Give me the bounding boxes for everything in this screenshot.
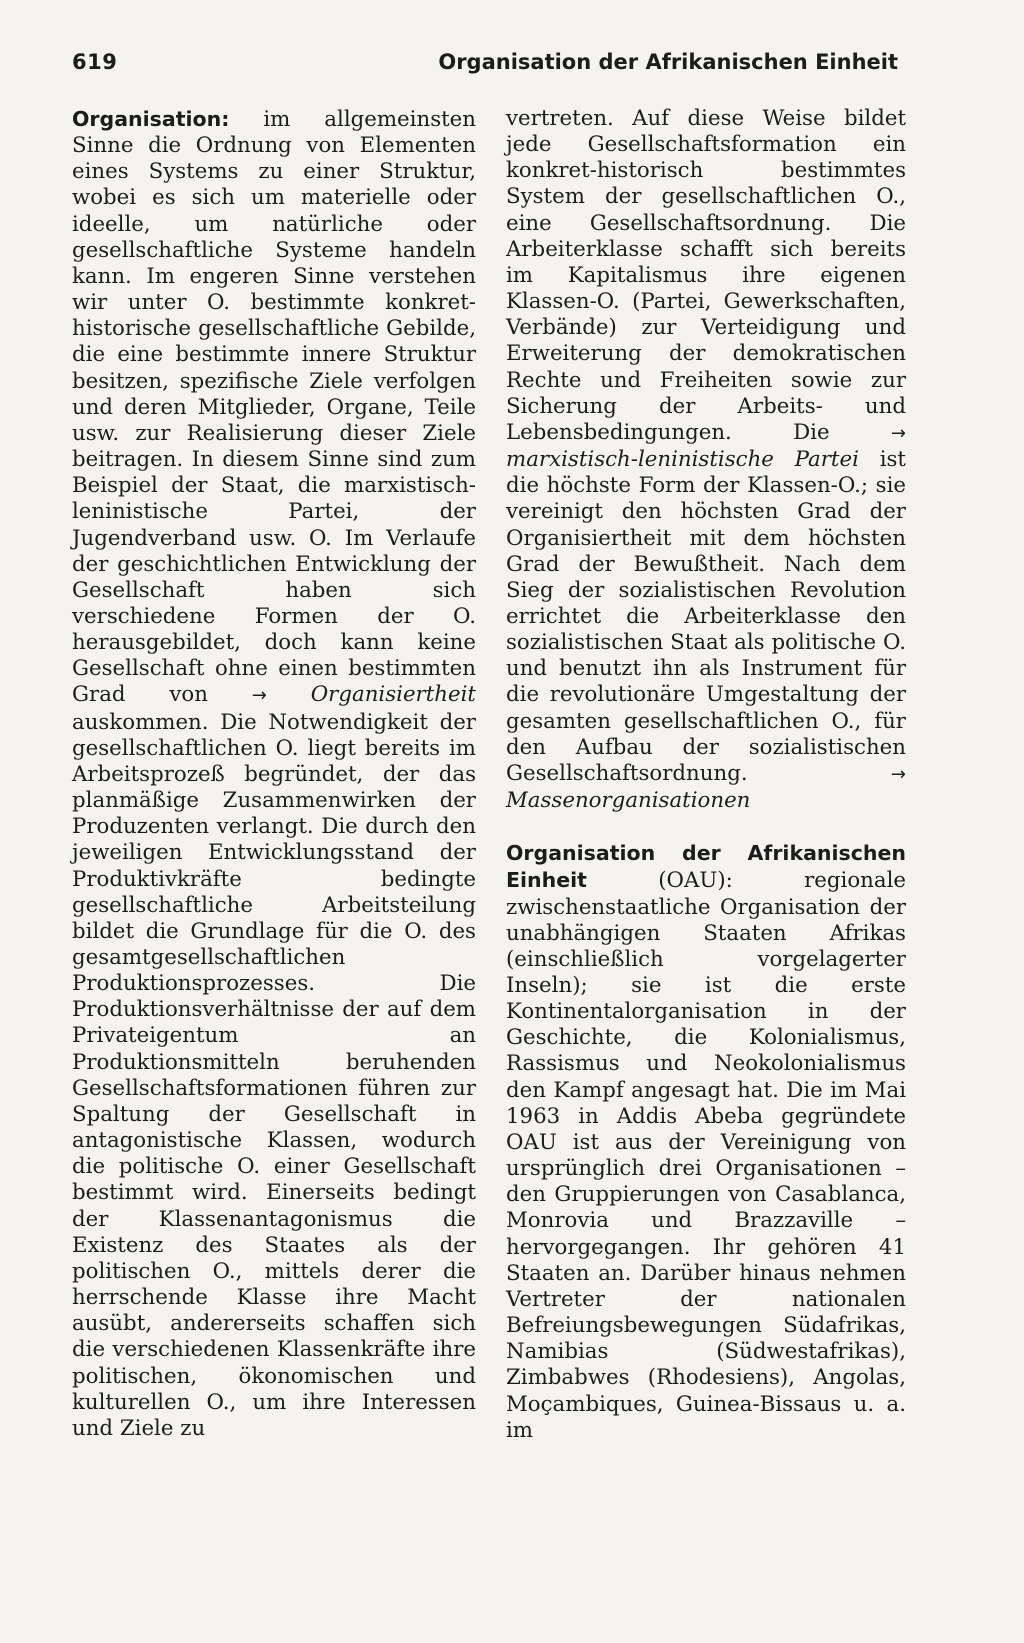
entry-text-part-c: ist die höchste Form der Klassen-O.; sie vereinigt den höchsten Grad der Organisiertheit mit dem höchsten Grad der Bewußtheit. Nach dem Sieg der sozialistischen Revolution errichtet die Arbeiterklasse den sozialistischen Staat als politische O. und benutzt ihn als Instrument für die revolutionäre Umgestaltung der gesamten gesellschaftlichen O., für den Aufbau der sozialistischen Gesellschaftsordnung. bbox=[506, 447, 906, 786]
right-column bbox=[506, 106, 906, 1444]
headword-oau: Organisation der Afrikanischen Einheit bbox=[506, 841, 906, 893]
left-column bbox=[72, 106, 476, 1442]
headword-organisation: Organisation: bbox=[72, 107, 230, 131]
entry-text-part-b-right: vertreten. Auf diese Weise bildet jede Gesellschaftsformation ein konkret-historisch bestimmtes System der gesellschaftlichen O., eine Gesellschaftsordnung. Die Arbeiterklasse schafft sich bereits im Kapitalismus ihre eigenen Klassen-O. (Partei, Gewerkschaften, Verbände) zur Verteidigung und Erweiterung der demokratischen Rechte und Freiheiten sowie zur Sicherung der Arbeits- und Lebensbedingungen. Die bbox=[506, 106, 906, 445]
cross-reference-massenorganisationen[interactable]: Massenorganisationen bbox=[506, 788, 751, 814]
entry-text-part-a: im allgemeinsten Sinne die Ordnung von Elementen eines Systems zu einer Struktur, wobei es sich um materielle oder ideelle, um natürliche oder gesellschaftliche Systeme handeln kann. Im engeren Sinne verstehen wir unter O. bestimmte konkret-historische gesellschaftliche Gebilde, die eine bestimmte innere Struktur besitzen, spezifische Ziele verfolgen und deren Mitglieder, Organe, Teile usw. zur Realisierung dieser Ziele beitragen. In diesem Sinne sind zum Beispiel der Staat, die marxistisch-leninistische Partei, der Jugendverband usw. O. Im Verlaufe der geschichtlichen Entwicklung der Gesellschaft haben sich verschiedene Formen der O. herausgebildet, doch kann keine Gesellschaft ohne einen bestimmten Grad von bbox=[72, 107, 476, 708]
cross-reference-organisiertheit[interactable]: Organisiertheit bbox=[310, 682, 476, 708]
cross-reference-marxistisch-leninistische-partei[interactable]: marxistisch-leninistische Partei bbox=[506, 447, 859, 473]
running-head: Organisation der Afrikanischen Einheit bbox=[438, 50, 898, 74]
entry-oau-text: (OAU): regionale zwischenstaatliche Organisation der unabhängigen Staaten Afrikas (einschließlich vorgelagerter Inseln); sie ist die erste Kontinentalorganisation in der Geschichte, die Kolonialismus, Rassismus und Neokolonialismus den Kampf angesagt hat. Die im Mai 1963 in Addis Abeba gegründete OAU ist aus der Vereinigung von ursprünglich drei Organisationen – den Gruppierungen von Casablanca, Monrovia und Brazzaville – hervorgegangen. Ihr gehören 41 Staaten an. Darüber hinaus nehmen Vertreter der nationalen Befreiungsbewegungen Südafrikas, Namibias (Südwestafrikas), Zimbabwes (Rhodesiens), Angolas, Moçambiques, Guinea-Bissaus u. a. im bbox=[506, 868, 906, 1443]
entry-oau bbox=[506, 840, 906, 1444]
entry-organisation bbox=[72, 106, 476, 1442]
arrow-icon: → bbox=[890, 422, 906, 444]
page-number: 619 bbox=[72, 50, 118, 74]
page-header bbox=[72, 50, 898, 84]
entry-spacer bbox=[506, 814, 906, 840]
entry-text-part-b-left: auskommen. Die Notwendigkeit der gesellschaftlichen O. liegt bereits im Arbeitsprozeß begründet, der das planmäßige Zusammenwirken der Produzenten verlangt. Die durch den jeweiligen Entwicklungsstand der Produktivkräfte bedingte gesellschaftliche Arbeitsteilung bildet die Grundlage für die O. des gesamtgesellschaftlichen Produktionsprozesses. Die Produktionsverhältnisse der auf dem Privateigentum an Produktionsmitteln beruhenden Gesellschaftsformationen führen zur Spaltung der Gesellschaft in antagonistische Klassen, wodurch die politische O. einer Gesellschaft bestimmt wird. Einerseits bedingt der Klassenantagonismus die Existenz des Staates als der politischen O., mittels derer die herrschende Klasse ihre Macht ausübt, andererseits schaffen sich die verschiedenen Klassenkräfte ihre politischen, ökonomischen und kulturellen O., um ihre Interessen und Ziele zu bbox=[72, 709, 476, 1441]
entry-organisation-continued bbox=[506, 106, 906, 814]
arrow-icon: → bbox=[890, 763, 906, 785]
arrow-icon: → bbox=[251, 685, 267, 707]
